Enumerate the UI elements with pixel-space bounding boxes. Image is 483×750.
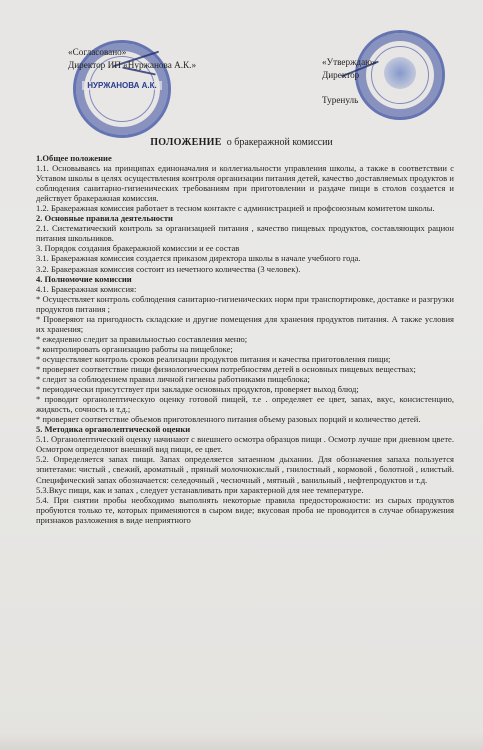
paragraph: * проверяет соответствие пищи физиологическим потребностям детей в основных пищевых веществах; <box>36 363 416 374</box>
paragraph: 5.1. Органолептический оценку начинают с внешнего осмотра образцов пищи . Осмотр лучше при дневном цвете. Осмотром определяют внешний вид пищи, ее цвет. <box>36 434 454 455</box>
agreed-label: «Согласовано» <box>68 47 127 57</box>
approve-signer-name: Туренуль <box>322 95 359 105</box>
section-heading: 4. Полномочие комиссии <box>36 273 132 284</box>
agreed-director-line: Директор ИП «Нуржанова А.К.» <box>68 60 197 70</box>
paragraph: * контролировать организацию работы на пищеблоке; <box>36 343 233 354</box>
paragraph: * осуществляет контроль сроков реализации продуктов питания и качества приготовления пищи; <box>36 353 391 364</box>
paragraph: * Проверяют на пригодность складские и другие помещения для хранения продуктов питания. А также условия их хранения; <box>36 313 454 334</box>
paragraph: * следит за соблюдением правил личной гигиены работниками пищеблока; <box>36 374 310 385</box>
right-stamp-icon <box>355 30 445 120</box>
document-title <box>0 137 483 148</box>
paragraph: 5.3.Вкус пищи, как и запах , следует устанавливать при характерной для нее температуре. <box>36 484 364 495</box>
stamp-name-label: НУРЖАНОВА А.К. <box>82 81 162 90</box>
paragraph: 3.2. Бракеражная комиссия состоит из нечетного количества (3 человек). <box>36 263 301 274</box>
page-shade <box>0 732 483 750</box>
document-body <box>36 153 454 525</box>
paragraph: 1.1. Основываясь на принципах единоначалия и коллегиальности управления школы, а также в соответствии с Уставом школы в целях осуществления контроля организации питания детей, качество доставляемых продуктов и соблюдения санитарно-гигиенических требованиям при приготовлении и раздаче пищи в столов создается и действует бракеражная комиссия. <box>36 163 454 204</box>
paragraph: 5.4. При снятии пробы необходимо выполнять некоторые правила предосторожности: из сырых продуктов пробуются только те, которых применяются в сыром виде; вкусовая проба не проводится в случае обнаружения признаков разложения в виде неприятного <box>36 494 454 525</box>
paragraph: 1.2. Бракеражная комиссия работает в тесном контакте с администрацией и профсоюзным комитетом школы. <box>36 203 435 214</box>
paragraph: * проверяет соответствие объемов приготовленного питания объему разовых порций и количество детей. <box>36 414 421 425</box>
title-bold: ПОЛОЖЕНИЕ <box>150 137 222 148</box>
paragraph: * Осуществляет контроль соблюдения санитарно-гигиенических норм при транспортировке, доставке и разгрузки продуктов питания ; <box>36 293 454 314</box>
emblem-icon <box>384 57 416 89</box>
section-heading: 1.Общее положение <box>36 153 112 163</box>
paragraph: 5.2. Определяется запах пищи. Запах определяется затаенном дыхании. Для обозначения запаха пользуется эпитетами: чистый , свежий, ароматный , пряный молочнокислый , гнилостный , кормовой , болотной , илистый. Специфический запах обозначается: селедочный , чесночный , мятный , ванильный , нефтепродуктов и т.д. <box>36 454 454 485</box>
paragraph: 3.1. Бракеражная комиссия создается приказом директора школы в начале учебного года. <box>36 253 361 264</box>
approve-label: «Утверждаю» <box>322 57 377 67</box>
paragraph: 4.1. Бракеражная комиссия: <box>36 283 137 294</box>
section-heading: 5. Методика органолептической оценки <box>36 424 191 435</box>
paragraph: * проводит органолептическую оценку готовой пищей, т.е . определяет ее цвет, запах, вкус, консистенцию, жидкость, сочность и т.д.; <box>36 394 454 415</box>
paragraph: 3. Порядок создания бракеражной комиссии и ее состав <box>36 243 240 254</box>
title-rest: о бракеражной комиссии <box>226 137 333 148</box>
paragraph: 2.1. Систематический контроль за организацией питания , качество пищевых продуктов, составляющих рацион питания школьников. <box>36 223 454 244</box>
approve-director-line: Директор <box>322 70 360 80</box>
paragraph: * периодически присутствует при закладке основных продуктов, проверяет выход блюд; <box>36 384 359 395</box>
section-heading: 2. Основные правила деятельности <box>36 213 173 224</box>
paragraph: * ежедневно следит за правильностью составления меню; <box>36 333 248 344</box>
